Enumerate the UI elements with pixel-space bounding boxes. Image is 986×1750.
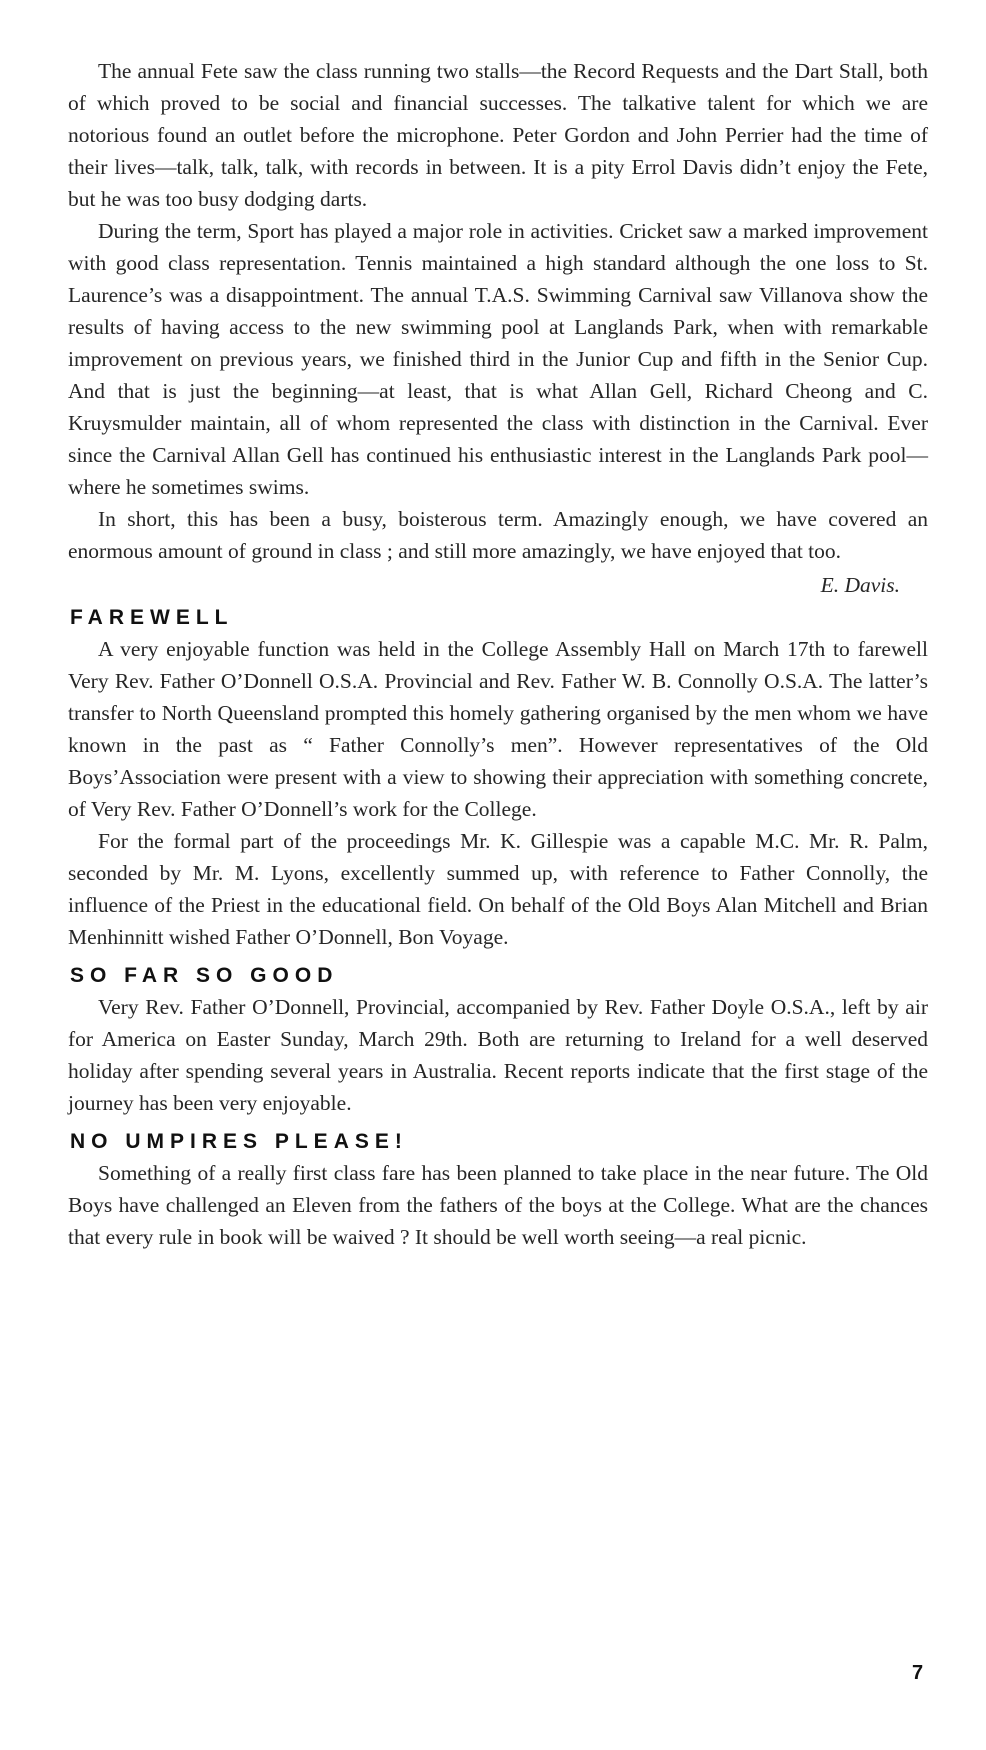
article-paragraph-fete: The annual Fete saw the class running two stalls—the Record Requests and the Dart Stall, both of which proved to be social and financial successes. The talkative talent for which we are notorious found an outlet before the microphone. Peter Gordon and John Perrier had the time of their lives—talk, talk, talk, with records in between. It is a pity Errol Davis didn’t enjoy the Fete, but he was too busy dodging darts. [68,59,928,211]
section-heading-no-umpires: NO UMPIRES PLEASE! [70,1130,408,1153]
article-signature: E. Davis. [820,573,900,597]
article-paragraph-sport: During the term, Sport has played a major role in activities. Cricket saw a marked improvement with good class representation. Tennis maintained a high standard although the one loss to St. Laurence’s was a disappointment. The annual T.A.S. Swimming Carnival saw Villanova show the results of having access to the new swimming pool at Langlands Park, when with remarkable improvement on previous years, we finished third in the Junior Cup and fifth in the Senior Cup. And that is just the beginning—at least, that is what Allan Gell, Richard Cheong and C. Kruysmulder maintain, all of whom represented the class with distinction in the Carnival. Ever since the Carnival Allan Gell has continued his enthusiastic interest in the Langlands Park pool—where he sometimes swims. [68,219,928,499]
section-heading-so-far-so-good: SO FAR SO GOOD [70,964,339,987]
page-body [68,55,928,1253]
so-far-so-good-paragraph: Very Rev. Father O’Donnell, Provincial, accompanied by Rev. Father Doyle O.S.A., left by air for America on Easter Sunday, March 29th. Both are returning to Ireland for a well deserved holiday after spending several years in Australia. Recent reports indicate that the first stage of the journey has been very enjoyable. [68,995,928,1115]
page-number: 7 [912,1662,924,1684]
article-paragraph-summary: In short, this has been a busy, boisterous term. Amazingly enough, we have covered an enormous amount of ground in class ; and still more amazingly, we have enjoyed that too. [68,507,928,563]
farewell-paragraph-proceedings: For the formal part of the proceedings Mr. K. Gillespie was a capable M.C. Mr. R. Palm, seconded by Mr. M. Lyons, excellently summed up, with reference to Father Connolly, the influence of the Priest in the educational field. On behalf of the Old Boys Alan Mitchell and Brian Menhinnitt wished Father O’Donnell, Bon Voyage. [68,829,928,949]
farewell-paragraph-function: A very enjoyable function was held in the College Assembly Hall on March 17th to farewell Very Rev. Father O’Donnell O.S.A. Provincial and Rev. Father W. B. Connolly O.S.A. The latter’s transfer to North Queensland prompted this homely gathering organised by the men whom we have known in the past as “ Father Connolly’s men”. However representatives of the Old Boys’Association were present with a view to showing their appreciation with something concrete, of Very Rev. Father O’Donnell’s work for the College. [68,637,928,821]
no-umpires-paragraph: Something of a really first class fare has been planned to take place in the near future. The Old Boys have challenged an Eleven from the fathers of the boys at the College. What are the chances that every rule in book will be waived ? It should be well worth seeing—a real picnic. [68,1161,928,1249]
section-heading-farewell: FAREWELL [70,606,234,629]
